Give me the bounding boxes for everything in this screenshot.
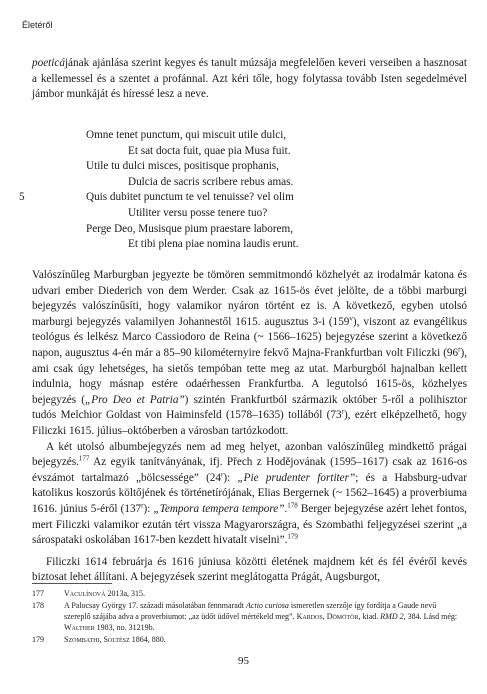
poem-line-8: Et tibi plena piae nomina laudis erunt.: [128, 238, 299, 251]
footnotes: [32, 588, 462, 645]
italic-term: poeticá: [32, 57, 65, 69]
footnote-ref: 177: [78, 454, 90, 463]
paragraph-4: Filiczki 1614 februárja és 1616 júniusa közötti életének majdnem két és fél évéről kevés biztosat lehet állítani. A bejegyzések szerint meglátogatta Prágát, Augsburgot,: [32, 555, 467, 584]
poem-line-6: Utiliter versu posse tenere tuo?: [128, 206, 268, 219]
paragraph-1: [32, 56, 467, 103]
poem-line-5: 5 Quis dubitet punctum te vel tenuisse? vel olim: [72, 190, 432, 206]
poem-line-2: Et sat docta fuit, quae pia Musa fuit.: [128, 144, 291, 157]
running-header: Életéről: [22, 20, 53, 30]
footnote-ref: 179: [287, 532, 298, 541]
paragraph-3: A két utolsó albumbejegyzés nem ad meg helyet, azonban valószínűleg mindkettő prágai bejegyzés.$^{177}$ Az egyik tanítványának, ifj. Přech z Hodějovának (1595–1617) csak az 1616-os évszámot tartalmazó „bölcsessége” (24$^r$): „Pie prudenter fortiter”; és a Habsburg-udvar katolikus koszorús költőjének és történetírójának, Elias Bergernek (~ 1562–1645) a proverbiuma 1616. június 5-éről (137$^r$): „Tempora tempera tempore”.$^{178}$ Berger bejegyzése azért lehet fontos, mert Filiczki valamikor ezután tért vissza Magyarországra, és Szombathi feljegyzései szerint „a sárospataki oskolában 1617-ben kezdett hivatalt viselni”.$^{179}$: [32, 440, 467, 547]
page-number: 95: [238, 655, 249, 667]
poem-line-7: Perge Deo, Musisque pium praestare laborem,: [86, 222, 294, 235]
paragraph-2: Valószínűleg Marburgban jegyezte be tömören semmitmondó közhelyét az irodalmár katona és udvari ember Diederich von dem Werder. Csak az 1615-ös évet jelölte, de a többi marburgi bejegyzés valószínűsíti, hogy valamikor nyáron történt ez is. A következő, egyben utolsó marburgi bejegyzés valamilyen Johannestől 1615. augusztus 3-i (159$^v$), viszont az evangélikus teológus és lelkész Marco Cassiodoro de Reina (~ 1566–1625) bejegyzése szerint a következő napon, augusztus 4-én már a 85–90 kilométernyire fekvő Majna-Frankfurtban volt Filiczki (96$^r$), ami csak úgy lehetséges, ha sietős tempóban tette meg az utat. Marburgból hajnalban kellett indulnia, hogy másnap estére odaérhessen Frankfurtba. A legutolsó 1615-ös, közhelyes bejegyzés („Pro Deo et Patria”) szintén Frankfurtból származik október 5-ről a polihisztor tudós Melchior Goldast von Haiminsfeld (1578–1635) tollából (73$^r$), ezért elképzelhető, hogy Filiczki 1615. július–októberben a városban tartózkodott.: [32, 269, 468, 437]
poem-line-1: Omne tenet punctum, qui miscuit utile dulci,: [86, 129, 287, 141]
footnote-178: 178 A Palocsay György 17. századi másolatában fennmaradt Actio curiosa ismeretlen szerzője így fordítja a Gaude nevű szereplő szájába adva a proverbiumot: „az üdőt üdővel mértékeld meg”. Kardos, Dömötör, kiad. RMD 2, 384. Lásd még: Walther 1983, no. 31219b.: [32, 601, 458, 632]
footnote-divider: [32, 583, 112, 584]
footnote-177: 177 Vaculínová 2013a, 315.: [32, 589, 146, 598]
poem-line-4: Dulcia de sacris scribere rebus amas.: [128, 175, 294, 188]
poem-line-number: 5: [19, 191, 25, 204]
footnote-ref: 178: [287, 501, 298, 510]
poem-line-3: Utile tu dulci misces, positisque prophanis,: [86, 160, 279, 173]
paragraph-text: jának ajánlása szerint kegyes és tanult múzsája megfelelően keveri verseiben a hasznosat a kellemessel és a szentet a profánnal. Azt kéri tőle, hogy folytassa tovább Isten segedelmével jámbor munkáját és híressé lesz a neve.: [32, 57, 467, 101]
footnote-179: 179 Szombathi, Soltész 1864, 880.: [32, 635, 166, 644]
latin-poem: [19, 128, 432, 253]
main-text: [32, 268, 467, 586]
